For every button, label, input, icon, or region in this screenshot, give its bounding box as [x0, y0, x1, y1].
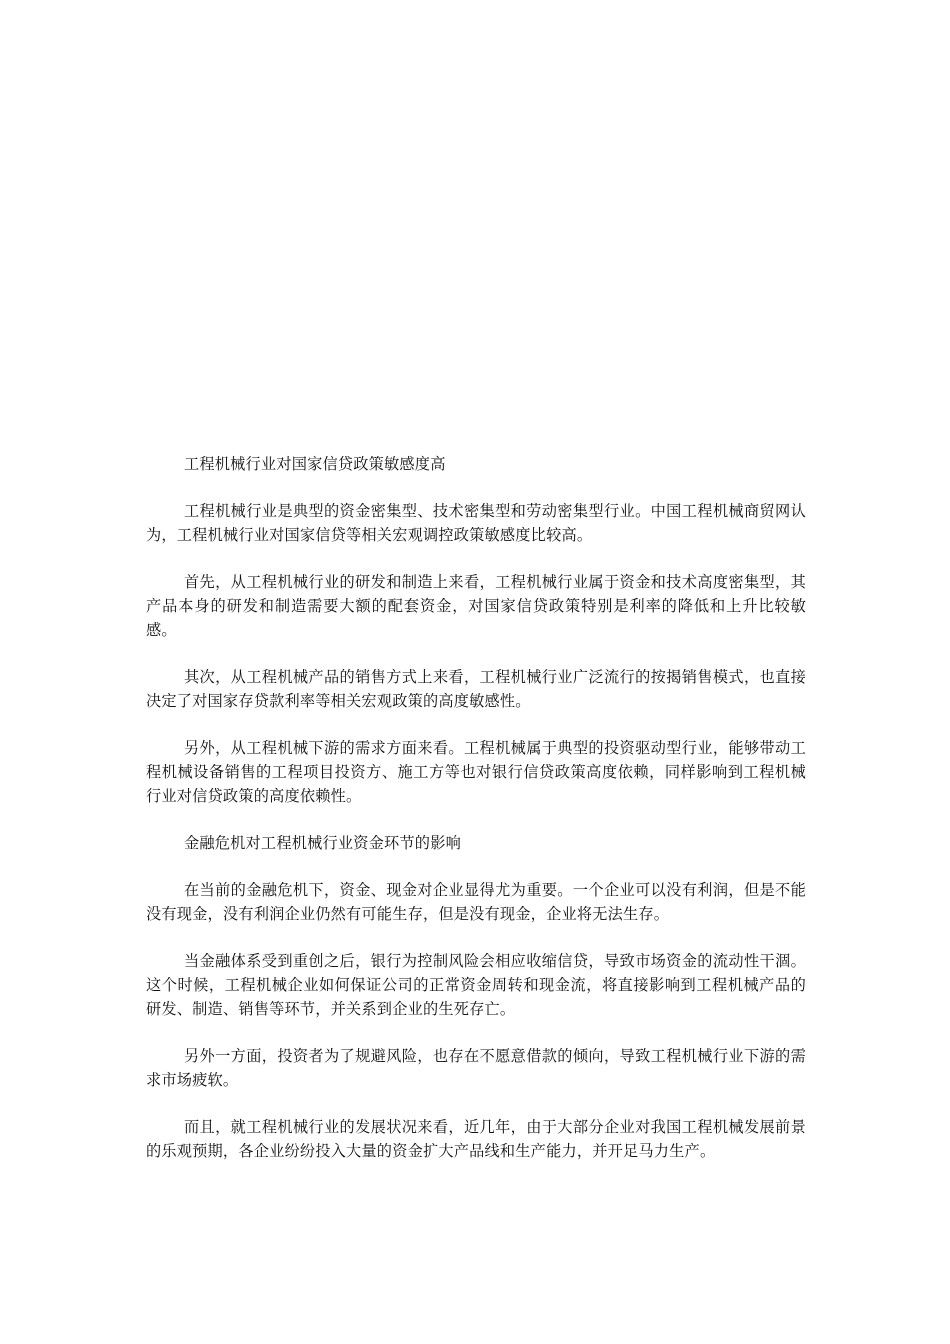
document-body — [146, 452, 806, 1186]
paragraph-downstream-demand: 另外，从工程机械下游的需求方面来看。工程机械属于典型的投资驱动型行业，能够带动工程机械设备销售的工程项目投资方、施工方等也对银行信贷政策高度依赖，同样影响到工程机械行业对信贷政策的高度依赖性。 — [146, 739, 806, 805]
section-heading-credit-sensitivity: 工程机械行业对国家信贷政策敏感度高 — [184, 455, 446, 473]
section-heading-financial-crisis: 金融危机对工程机械行业资金环节的影响 — [184, 834, 461, 852]
paragraph-first-rnd: 首先，从工程机械行业的研发和制造上来看，工程机械行业属于资金和技术高度密集型，其产品本身的研发和制造需要大额的配套资金，对国家信贷政策特别是利率的降低和上升比较敏感。 — [146, 573, 806, 639]
paragraph-second-sales: 其次，从工程机械产品的销售方式上来看，工程机械行业广泛流行的按揭销售模式，也直接决定了对国家存贷款利率等相关宏观政策的高度敏感性。 — [146, 668, 806, 710]
paragraph-capacity-expansion: 而且，就工程机械行业的发展状况来看，近几年，由于大部分企业对我国工程机械发展前景的乐观预期，各企业纷纷投入大量的资金扩大产品线和生产能力，并开足马力生产。 — [146, 1118, 806, 1160]
paragraph-intro: 工程机械行业是典型的资金密集型、技术密集型和劳动密集型行业。中国工程机械商贸网认为，工程机械行业对国家信贷等相关宏观调控政策敏感度比较高。 — [146, 502, 806, 544]
paragraph-cash-importance: 在当前的金融危机下，资金、现金对企业显得尤为重要。一个企业可以没有利润，但是不能没有现金，没有利润企业仍然有可能生存，但是没有现金，企业将无法生存。 — [146, 881, 806, 923]
paragraph-credit-contraction: 当金融体系受到重创之后，银行为控制风险会相应收缩信贷，导致市场资金的流动性干涸。这个时候，工程机械企业如何保证公司的正常资金周转和现金流，将直接影响到工程机械产品的研发、制造、销售等环节，并关系到企业的生死存亡。 — [146, 952, 806, 1018]
paragraph-investor-risk: 另外一方面，投资者为了规避风险，也存在不愿意借款的倾向，导致工程机械行业下游的需求市场疲软。 — [146, 1047, 806, 1089]
